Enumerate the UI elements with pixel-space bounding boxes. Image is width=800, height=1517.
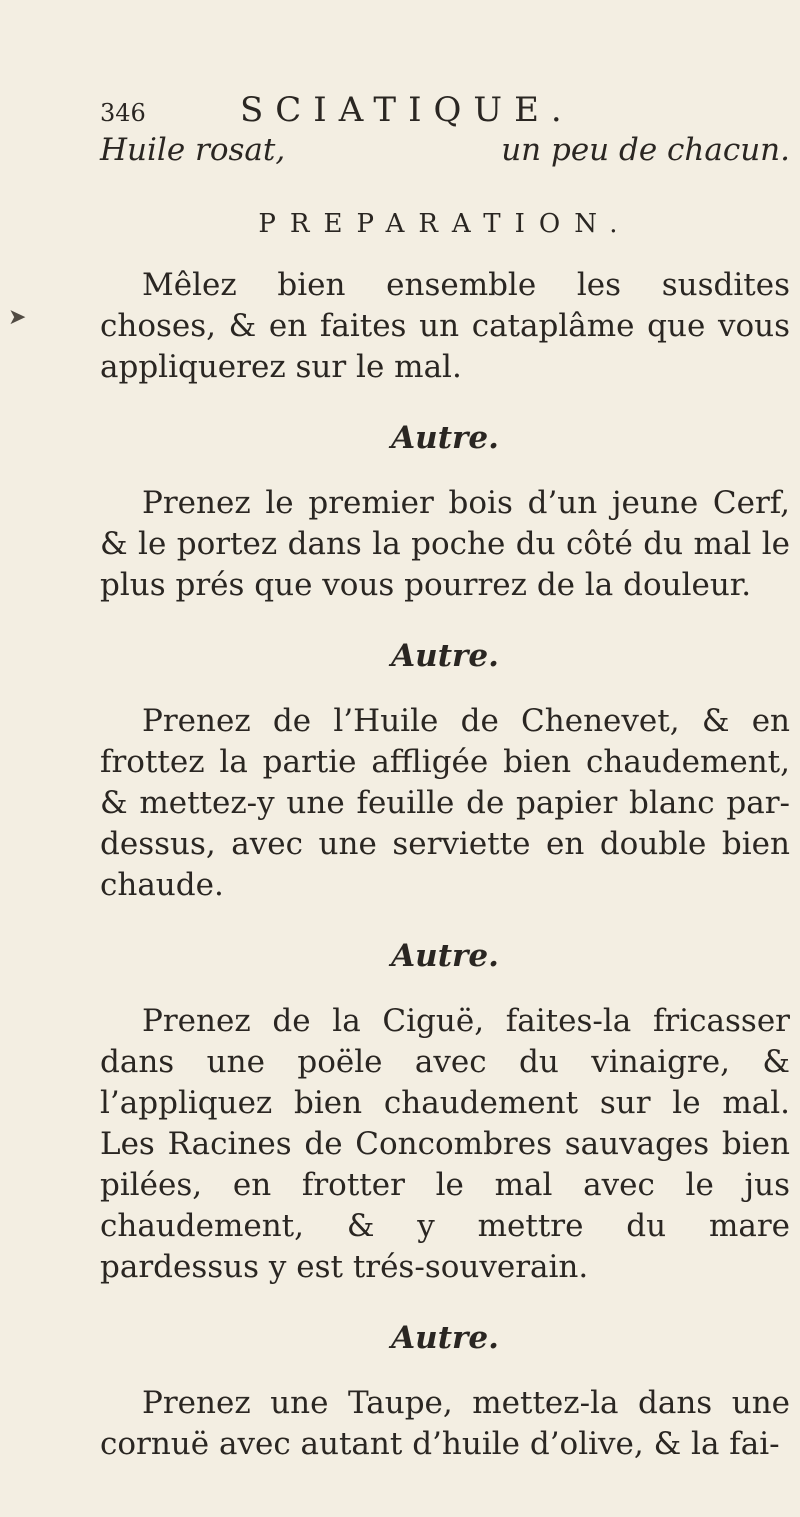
ingredient-right: un peu de chacun. xyxy=(501,132,790,168)
paragraph-chenevet: Prenez de l’Huile de Chenevet, & en frottez la partie affligée bien chaudement, & mettez-y une feuille de papier blanc par-dessus, avec une serviette en double bien chaude. xyxy=(100,703,790,903)
book-page xyxy=(100,90,790,1465)
subhead-autre: Autre. xyxy=(391,638,499,674)
paragraph-preparation: Mêlez bien ensemble les susdites choses, & en faites un cataplâme que vous appliquerez sur le mal. xyxy=(100,267,790,385)
ingredient-line xyxy=(100,130,790,174)
paragraph-cerf: Prenez le premier bois d’un jeune Cerf, & le portez dans la poche du côté du mal le plus prés que vous pourrez de la douleur. xyxy=(100,485,790,603)
subhead-autre: Autre. xyxy=(391,420,499,456)
ingredient-left: Huile rosat, xyxy=(100,132,286,168)
page-header xyxy=(100,90,790,134)
section-title: PREPARATION. xyxy=(258,209,632,239)
margin-arrow-mark: ➤ xyxy=(8,305,27,330)
page-number: 346 xyxy=(100,99,146,127)
paragraph-cigue: Prenez de la Ciguë, faites-la fricasser dans une poële avec du vinaigre, & l’appliquez bien chaudement sur le mal. Les Racines de Concombres sauvages bien pilées, en frotter le mal avec le jus chaudement, & y mettre du mare pardessus y est trés-souverain. xyxy=(100,1003,790,1285)
paragraph-taupe: Prenez une Taupe, mettez-la dans une cornuë avec autant d’huile d’olive, & la fai- xyxy=(100,1385,790,1462)
subhead-autre: Autre. xyxy=(391,938,499,974)
running-title: SCIATIQUE. xyxy=(240,90,574,130)
subhead-autre: Autre. xyxy=(391,1320,499,1356)
